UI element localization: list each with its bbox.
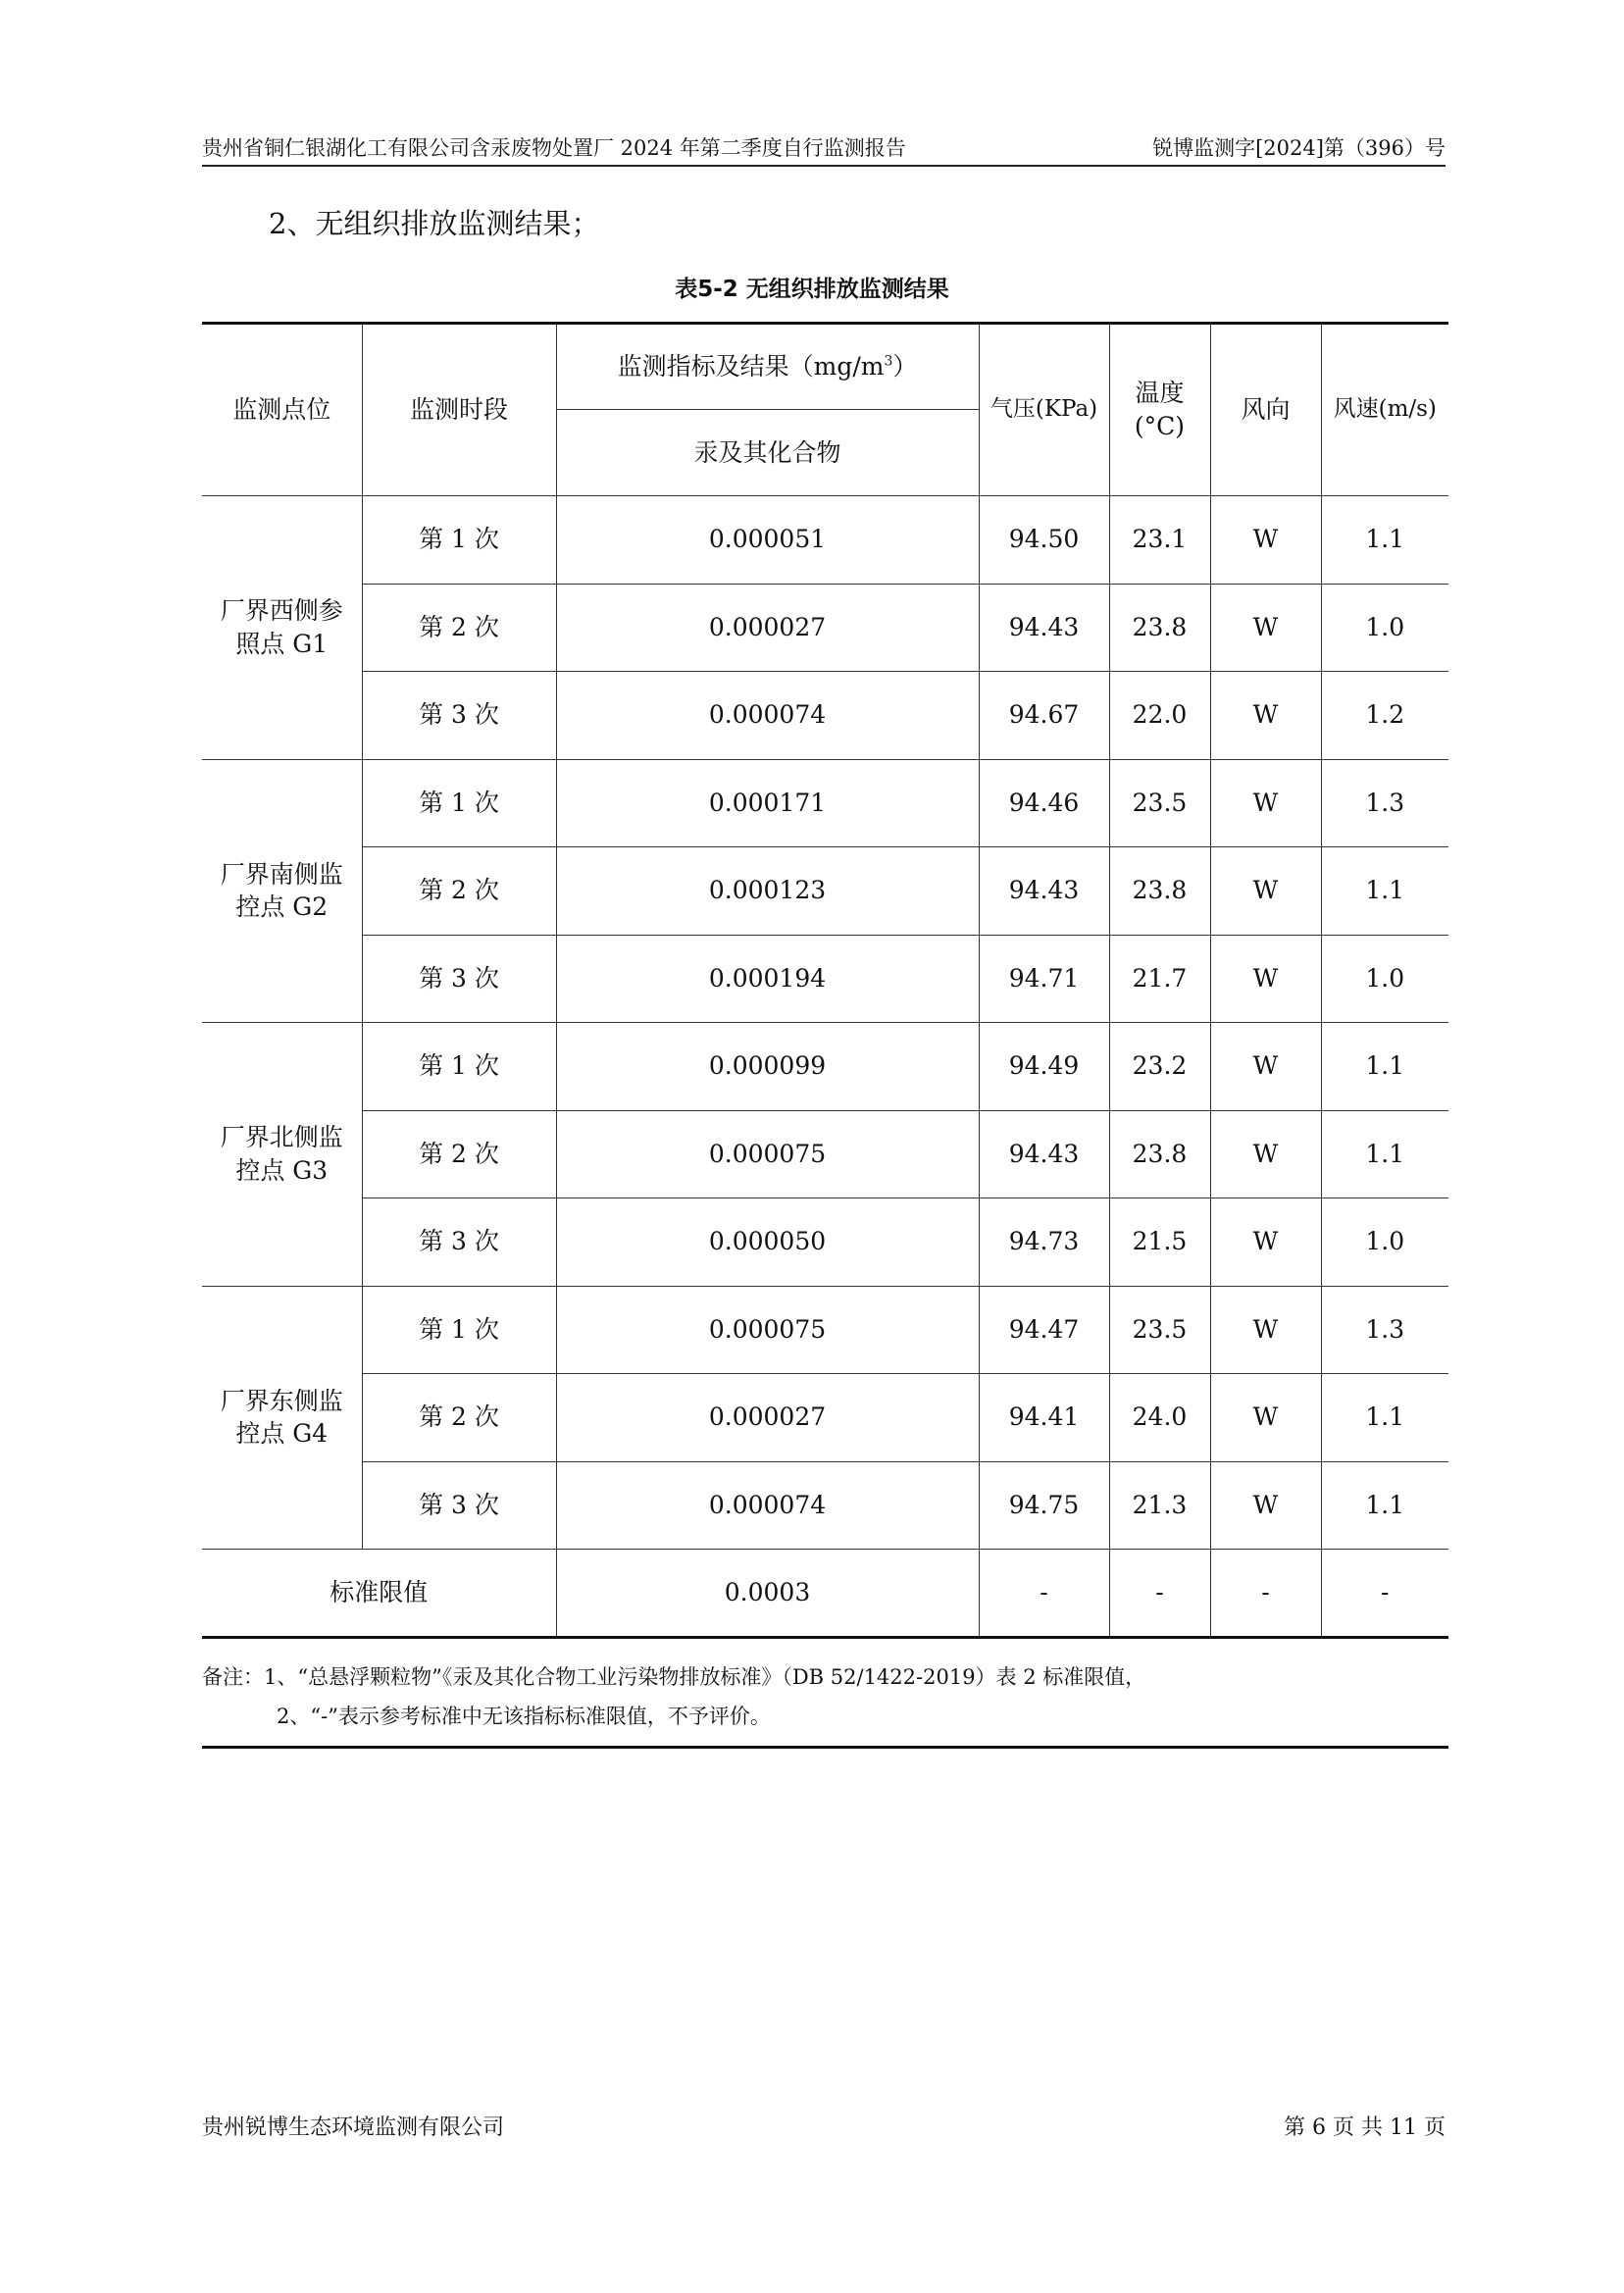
page-header	[202, 133, 1446, 167]
wind-speed-cell: 1.1	[1321, 1374, 1448, 1462]
header-pressure: 气压(KPa)	[979, 324, 1109, 496]
limit-label-cell: 标准限值	[202, 1550, 556, 1638]
table-row	[202, 1198, 1448, 1287]
wind-direction-cell: W	[1210, 496, 1321, 585]
limit-pressure-cell: -	[979, 1550, 1109, 1638]
location-line-1: 厂界北侧监	[220, 1123, 343, 1151]
temperature-cell: 23.5	[1109, 759, 1210, 847]
location-cell	[202, 496, 362, 760]
table-row	[202, 1110, 1448, 1198]
wind-direction-cell: W	[1210, 672, 1321, 760]
header-wind-speed: 风速(m/s)	[1321, 324, 1448, 496]
period-cell: 第 3 次	[362, 935, 556, 1023]
limit-row	[202, 1550, 1448, 1638]
wind-speed-cell: 1.1	[1321, 1023, 1448, 1111]
location-cell	[202, 759, 362, 1023]
value-cell: 0.000194	[556, 935, 979, 1023]
wind-speed-cell: 1.1	[1321, 847, 1448, 936]
temperature-cell: 21.7	[1109, 935, 1210, 1023]
location-line-1: 厂界东侧监	[220, 1386, 343, 1415]
limit-temperature-cell: -	[1109, 1550, 1210, 1638]
wind-speed-cell: 1.1	[1321, 496, 1448, 585]
location-line-1: 厂界西侧参	[220, 596, 343, 625]
limit-wind-speed-cell: -	[1321, 1550, 1448, 1638]
limit-value-cell: 0.0003	[556, 1550, 979, 1638]
location-line-2: 控点 G2	[235, 892, 329, 922]
value-cell: 0.000074	[556, 672, 979, 760]
period-cell: 第 3 次	[362, 1461, 556, 1550]
footer-page-number: 第 6 页 共 11 页	[1284, 2115, 1446, 2140]
value-cell: 0.000075	[556, 1286, 979, 1374]
value-cell: 0.000099	[556, 1023, 979, 1111]
header-indicator: 汞及其化合物	[556, 410, 979, 496]
wind-speed-cell: 1.1	[1321, 1461, 1448, 1550]
header-row-1	[202, 324, 1448, 410]
wind-direction-cell: W	[1210, 935, 1321, 1023]
wind-speed-cell: 1.0	[1321, 935, 1448, 1023]
temperature-cell: 23.8	[1109, 1110, 1210, 1198]
wind-speed-cell: 1.1	[1321, 1110, 1448, 1198]
header-indicator-group-sup: 3	[884, 353, 893, 370]
monitoring-results-table	[202, 322, 1448, 1639]
table-row	[202, 847, 1448, 936]
wind-speed-cell: 1.3	[1321, 759, 1448, 847]
wind-direction-cell: W	[1210, 584, 1321, 672]
period-cell: 第 3 次	[362, 672, 556, 760]
pressure-cell: 94.75	[979, 1461, 1109, 1550]
period-cell: 第 2 次	[362, 1110, 556, 1198]
pressure-cell: 94.73	[979, 1198, 1109, 1287]
value-cell: 0.000123	[556, 847, 979, 936]
period-cell: 第 2 次	[362, 584, 556, 672]
header-temperature-line1: 温度	[1135, 379, 1185, 408]
value-cell: 0.000027	[556, 1374, 979, 1462]
pressure-cell: 94.71	[979, 935, 1109, 1023]
table-row	[202, 672, 1448, 760]
wind-speed-cell: 1.0	[1321, 1198, 1448, 1287]
header-location: 监测点位	[202, 324, 362, 496]
pressure-cell: 94.49	[979, 1023, 1109, 1111]
pressure-cell: 94.46	[979, 759, 1109, 847]
temperature-cell: 23.1	[1109, 496, 1210, 585]
location-cell	[202, 1023, 362, 1287]
footer-company: 贵州锐博生态环境监测有限公司	[202, 2115, 505, 2140]
period-cell: 第 1 次	[362, 1286, 556, 1374]
section-heading: 2、无组织排放监测结果；	[269, 207, 600, 240]
period-cell: 第 3 次	[362, 1198, 556, 1287]
wind-direction-cell: W	[1210, 1286, 1321, 1374]
report-number: 锐博监测字[2024]第（396）号	[1152, 136, 1446, 160]
pressure-cell: 94.43	[979, 1110, 1109, 1198]
value-cell: 0.000171	[556, 759, 979, 847]
table-row	[202, 759, 1448, 847]
period-cell: 第 2 次	[362, 1374, 556, 1462]
pressure-cell: 94.41	[979, 1374, 1109, 1462]
value-cell: 0.000075	[556, 1110, 979, 1198]
value-cell: 0.000027	[556, 584, 979, 672]
header-indicator-group-text: 监测指标及结果（mg/m	[617, 352, 885, 382]
header-indicator-group-close: ）	[892, 352, 918, 382]
header-indicator-group	[556, 324, 979, 410]
note-line-2: 2、“-”表示参考标准中无该指标标准限值，不予评价。	[277, 1705, 771, 1728]
temperature-cell: 23.5	[1109, 1286, 1210, 1374]
table-row	[202, 1374, 1448, 1462]
limit-wind-direction-cell: -	[1210, 1550, 1321, 1638]
table-row	[202, 935, 1448, 1023]
table-row	[202, 1461, 1448, 1550]
table-row	[202, 584, 1448, 672]
pressure-cell: 94.43	[979, 584, 1109, 672]
temperature-cell: 21.5	[1109, 1198, 1210, 1287]
wind-direction-cell: W	[1210, 759, 1321, 847]
table-row	[202, 1023, 1448, 1111]
wind-direction-cell: W	[1210, 1023, 1321, 1111]
location-line-2: 照点 G1	[235, 629, 329, 658]
period-cell: 第 1 次	[362, 496, 556, 585]
wind-speed-cell: 1.0	[1321, 584, 1448, 672]
pressure-cell: 94.67	[979, 672, 1109, 760]
temperature-cell: 23.8	[1109, 847, 1210, 936]
wind-direction-cell: W	[1210, 1461, 1321, 1550]
location-line-2: 控点 G4	[235, 1419, 329, 1449]
table-notes	[202, 1657, 1448, 1749]
period-cell: 第 2 次	[362, 847, 556, 936]
temperature-cell: 23.2	[1109, 1023, 1210, 1111]
period-cell: 第 1 次	[362, 1023, 556, 1111]
pressure-cell: 94.47	[979, 1286, 1109, 1374]
location-cell	[202, 1286, 362, 1550]
temperature-cell: 22.0	[1109, 672, 1210, 760]
header-wind-direction: 风向	[1210, 324, 1321, 496]
wind-direction-cell: W	[1210, 1374, 1321, 1462]
header-temperature-line2: (°C)	[1134, 412, 1186, 440]
table-row	[202, 496, 1448, 585]
note-line-1: 备注：1、“总悬浮颗粒物”《汞及其化合物工业污染物排放标准》（DB 52/1422-2019）表 2 标准限值，	[202, 1665, 1146, 1689]
pressure-cell: 94.43	[979, 847, 1109, 936]
wind-speed-cell: 1.2	[1321, 672, 1448, 760]
temperature-cell: 23.8	[1109, 584, 1210, 672]
location-line-1: 厂界南侧监	[220, 859, 343, 889]
table-row	[202, 1286, 1448, 1374]
header-temperature	[1109, 324, 1210, 496]
table-caption: 表5-2 无组织排放监测结果	[675, 277, 949, 302]
location-line-2: 控点 G3	[235, 1155, 329, 1185]
value-cell: 0.000051	[556, 496, 979, 585]
wind-direction-cell: W	[1210, 847, 1321, 936]
value-cell: 0.000074	[556, 1461, 979, 1550]
wind-direction-cell: W	[1210, 1198, 1321, 1287]
period-cell: 第 1 次	[362, 759, 556, 847]
report-title: 贵州省铜仁银湖化工有限公司含汞废物处置厂 2024 年第二季度自行监测报告	[202, 136, 906, 160]
value-cell: 0.000050	[556, 1198, 979, 1287]
temperature-cell: 21.3	[1109, 1461, 1210, 1550]
temperature-cell: 24.0	[1109, 1374, 1210, 1462]
header-period: 监测时段	[362, 324, 556, 496]
pressure-cell: 94.50	[979, 496, 1109, 585]
wind-direction-cell: W	[1210, 1110, 1321, 1198]
wind-speed-cell: 1.3	[1321, 1286, 1448, 1374]
